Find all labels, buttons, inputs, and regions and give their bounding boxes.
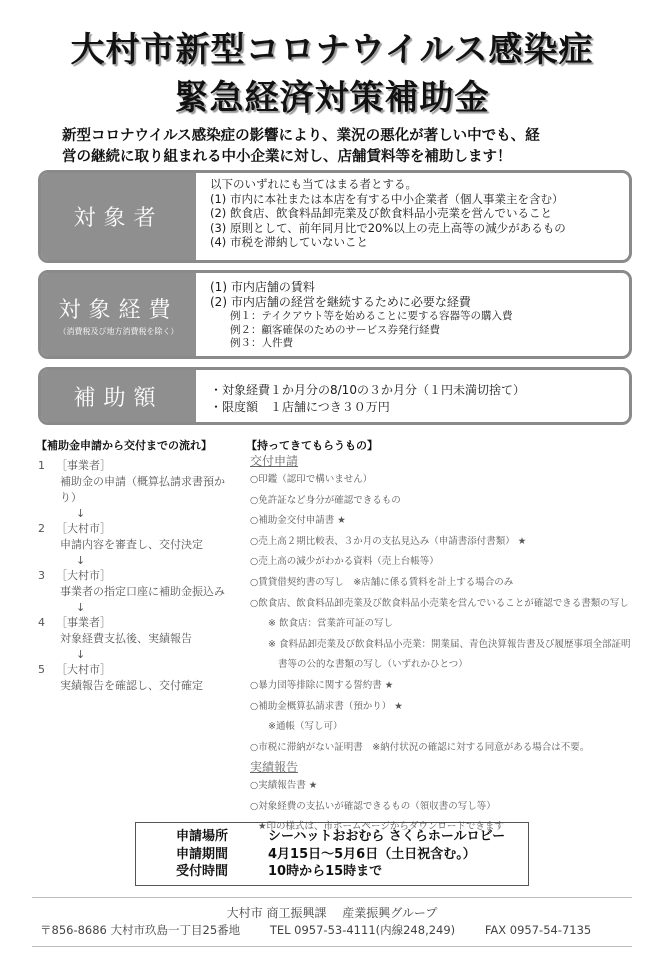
info-row: [176, 846, 528, 864]
panel-amount-label-text: 補助額: [73, 385, 164, 411]
footer-tel: TEL 0957-53-4111(内線248,249): [269, 923, 456, 937]
target-item: (2) 飲食店、飲食料品卸売業及び飲食料品小売業を営んでいること: [210, 206, 552, 221]
flow-heading: 【補助金申請から交付までの流れ】: [36, 439, 212, 452]
panel-expenses-label-text: 対象経費: [58, 297, 179, 323]
download-footnote: ★印の様式は、市ホームページからダウンロードできます: [258, 820, 504, 832]
info-key: 受付時間: [176, 864, 229, 879]
flow-step-number: 4: [38, 616, 45, 629]
bring-heading: 【持ってきてもらうもの】: [246, 439, 378, 452]
down-arrow-icon: ↓: [76, 507, 86, 520]
flow-step-actor: ［大村市］: [56, 663, 111, 676]
footer-department: 大村市 商工振興課 産業振興グループ: [226, 906, 438, 920]
target-item: (1) 市内に本社または本店を有する中小企業者（個人事業主を含む）: [210, 191, 564, 206]
bring-list: [250, 452, 660, 836]
panel-amount-body: [196, 370, 539, 422]
panel-expenses-body: [196, 273, 527, 356]
expense-example: 例３：人件費: [230, 337, 293, 349]
panel-target-label: [41, 173, 196, 260]
flow-step: [38, 615, 238, 631]
down-arrow-icon: ↓: [76, 648, 86, 661]
bring-item: ○暴力団等排除に関する誓約書 ★: [250, 679, 394, 691]
panel-target: [38, 170, 632, 263]
bring-item: ○補助金交付申請書 ★: [250, 515, 346, 527]
flow-step-number: 3: [38, 569, 45, 582]
bring-item: ○印鑑（認印で構いません）: [250, 474, 373, 485]
page-title-line2: 緊急経済対策補助金: [174, 78, 490, 118]
bring-item: ○補助金概算払請求書（預かり） ★: [250, 700, 403, 712]
flow-step-desc: 補助金の申請（概算払請求書預かり）: [60, 475, 225, 504]
flow-step-desc: 実績報告を確認し、交付確定: [60, 679, 203, 692]
footer-divider-top: [32, 897, 632, 898]
target-item: (3) 原則として、前年同月比で20%以上の売上高等の減少があるもの: [210, 220, 566, 235]
bring-item: ○対象経費の支払いが確認できるもの（領収書の写し等）: [250, 800, 496, 812]
amount-item: ・対象経費１か月分の8/10の３か月分（１円未満切捨て）: [210, 383, 525, 397]
flow-step-number: 1: [38, 459, 45, 472]
lead-line2: 営の継続に取り組まれる中小企業に対し、店舗賃料等を補助します！: [62, 149, 512, 165]
info-value: 4月15日～5月6日（土日祝含む。）: [268, 846, 476, 862]
flow-step-desc: 事業者の指定口座に補助金振込み: [60, 585, 225, 598]
footer-divider-bottom: [32, 946, 632, 947]
bring-item: ○売上高２期比較表、３か月の支払見込み（申請書添付書類） ★: [250, 535, 527, 547]
panel-amount: [38, 367, 632, 425]
bring-note: 書等の公的な書類の写し（いずれかひとつ）: [278, 659, 468, 671]
bring-item: ○賃貸借契約書の写し ※店舗に係る賃料を計上する場合のみ: [250, 576, 514, 588]
bring-item: ○実績報告書 ★: [250, 780, 318, 792]
info-row: [176, 863, 528, 881]
lead-paragraph: [62, 126, 622, 168]
footer-address: 〒856-8686 大村市玖島一丁目25番地: [40, 923, 241, 937]
info-key: 申請場所: [176, 829, 229, 844]
flow-list: [38, 458, 238, 694]
footer-contact: [40, 922, 617, 938]
panel-expenses-sublabel: （消費税及び地方消費税を除く）: [58, 326, 179, 336]
flow-step-desc: 対象経費支払後、実績報告: [60, 632, 192, 645]
bring-item: ○市税に滞納がない証明書 ※納付状況の確認に対する同意がある場合は不要。: [250, 741, 590, 753]
flow-step: [38, 662, 238, 678]
amount-item: ・限度額 １店舗につき３０万円: [210, 400, 390, 414]
panel-target-label-text: 対象者: [73, 206, 164, 231]
flow-step-number: 5: [38, 663, 45, 676]
panel-expenses: [38, 270, 632, 359]
info-value: シーハットおおむら さくらホールロビー: [268, 829, 506, 844]
flow-step: [38, 458, 238, 474]
panel-target-body: [196, 173, 580, 260]
application-subheading: 交付申請: [250, 454, 299, 468]
flow-step-actor: ［事業者］: [56, 616, 111, 629]
flow-step-number: 2: [38, 522, 45, 535]
down-arrow-icon: ↓: [76, 601, 86, 614]
flow-step-actor: ［事業者］: [56, 459, 111, 472]
bring-item: ○飲食店、飲食料品卸売業及び飲食料品小売業を営んでいることが確認できる書類の写し: [250, 597, 629, 609]
footer-fax: FAX 0957-54-7135: [484, 923, 592, 937]
expense-item: (1) 市内店舗の賃料: [210, 280, 315, 294]
report-subheading: 実績報告: [250, 760, 299, 775]
expense-item: (2) 市内店舗の経営を継続するために必要な経費: [210, 295, 471, 309]
info-row: [176, 828, 528, 846]
lead-line1: 新型コロナウイルス感染症の影響により、業況の悪化が著しい中でも、経: [62, 128, 540, 144]
info-value: 10時から15時まで: [268, 864, 383, 879]
bring-note: ※ 飲食店：営業許可証の写し: [268, 618, 393, 630]
down-arrow-icon: ↓: [76, 554, 86, 567]
application-info-box: [135, 822, 529, 886]
bring-note: ※通帳（写し可）: [268, 721, 343, 733]
panel-amount-label: [41, 370, 196, 422]
info-key: 申請期間: [176, 846, 229, 862]
target-item: (4) 市税を滞納していないこと: [210, 235, 368, 250]
bring-note: ※ 食料品卸売業及び飲食料品小売業：開業届、青色決算報告書及び履歴事項全部証明: [268, 638, 631, 650]
expense-example: 例１：テイクアウト等を始めることに要する容器等の購入費: [230, 310, 513, 322]
flow-step-desc: 申請内容を審査し、交付決定: [60, 538, 203, 551]
panel-expenses-label: [41, 273, 196, 356]
target-intro: 以下のいずれにも当てはまる者とする。: [210, 177, 417, 191]
flow-step-actor: ［大村市］: [56, 569, 111, 582]
flow-step-actor: ［大村市］: [56, 522, 111, 535]
page-title-line1: 大村市新型コロナウイルス感染症: [70, 30, 594, 70]
bring-item: ○売上高の減少がわかる資料（売上台帳等）: [250, 556, 439, 568]
flow-step: [38, 521, 238, 537]
flow-step: [38, 568, 238, 584]
expense-example: 例２：顧客確保のためのサービス券発行経費: [230, 323, 440, 336]
bring-item: ○免許証など身分が確認できるもの: [250, 494, 401, 506]
